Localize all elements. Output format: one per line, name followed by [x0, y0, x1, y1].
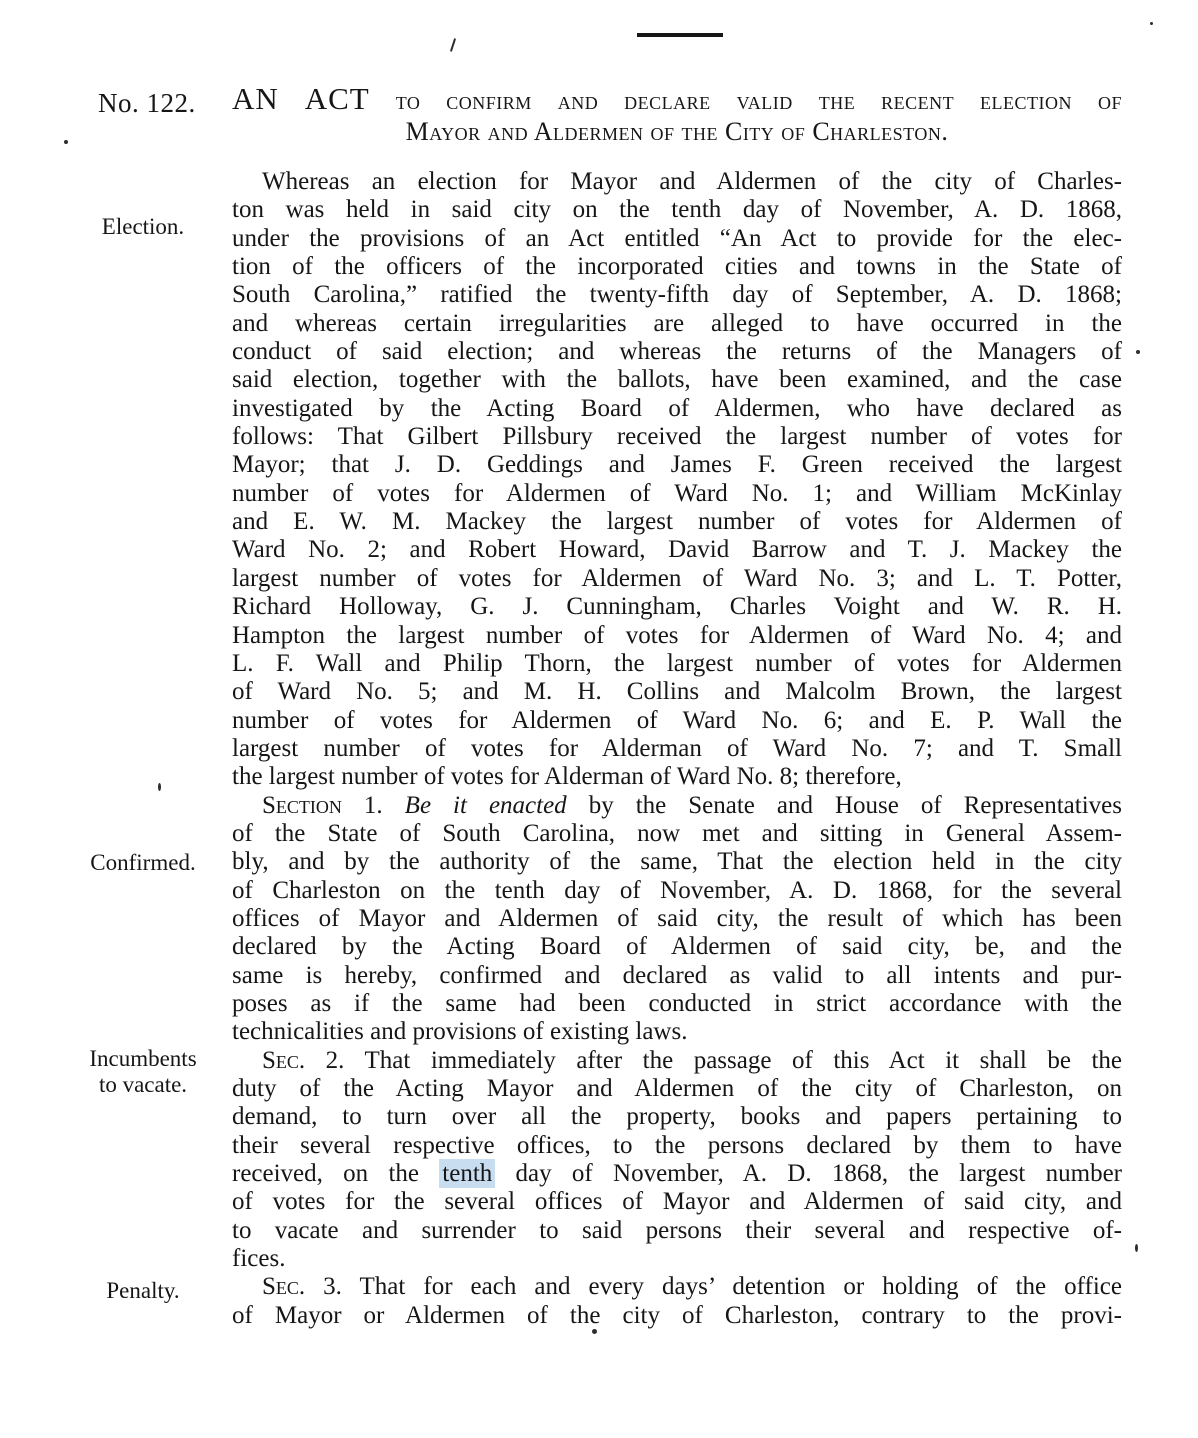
margin-note-penalty: Penalty. — [106, 1278, 180, 1303]
highlight-line-before: received, on the — [232, 1160, 440, 1188]
margin-note-confirmed: Confirmed. — [90, 850, 196, 875]
text-line: of Charleston on the tenth day of November, A. D. 1868, for the several — [232, 876, 1122, 904]
text-line: the largest number of votes for Alderman of Ward No. 8; therefore, — [232, 763, 902, 791]
section-2-heading: Sec. 2. — [262, 1046, 345, 1074]
text-line: tion of the officers of the incorporated cities and towns in the State of — [232, 253, 1122, 281]
text-line: Ward No. 2; and Robert Howard, David Barrow and T. J. Mackey the — [232, 536, 1122, 564]
scan-artifact — [592, 1329, 597, 1334]
enacting-clause: Be it enacted — [404, 791, 567, 819]
text-line: Mayor; that J. D. Geddings and James F. Green received the largest — [232, 451, 1122, 479]
text-line: said election, together with the ballots, have been examined, and the case — [232, 366, 1122, 394]
text-line: Whereas an election for Mayor and Aldermen of the city of Charles- — [262, 168, 1122, 195]
text-line: and whereas certain irregularities are alleged to have occurred in the — [232, 309, 1122, 337]
text-line: technicalities and provisions of existing laws. — [232, 1018, 688, 1046]
act-title-line2: Mayor and Aldermen of the City of Charleston. — [405, 117, 949, 146]
text-line: number of votes for Aldermen of Ward No. 1; and William McKinlay — [232, 479, 1122, 507]
text-line: of votes for the several offices of Mayor and Aldermen of said city, and — [232, 1188, 1122, 1216]
scan-artifact — [1135, 1244, 1138, 1252]
text-line: bly, and by the authority of the same, That the election held in the city — [232, 848, 1122, 876]
margin-note-incumbents-line1: Incumbents — [89, 1046, 197, 1071]
text-line: same is hereby, confirmed and declared as valid to all intents and pur- — [232, 961, 1122, 989]
section-3-opening-line — [232, 1273, 1122, 1301]
section-1-opening-line — [232, 792, 1122, 820]
text-line: conduct of said election; and whereas the returns of the Managers of — [232, 338, 1122, 366]
scan-artifact — [158, 783, 161, 791]
text-line: number of votes for Aldermen of Ward No. 6; and E. P. Wall the — [232, 706, 1122, 734]
act-title — [232, 82, 1122, 147]
text-line: offices of Mayor and Aldermen of said city, the result of which has been — [232, 904, 1122, 932]
text-line: under the provisions of an Act entitled “An Act to provide for the elec- — [232, 224, 1122, 252]
section-2-opening-rest: That immediately after the passage of this Act it shall be the — [344, 1046, 1123, 1074]
act-title-line1 — [232, 82, 1122, 115]
text-line: largest number of votes for Aldermen of Ward No. 3; and L. T. Potter, — [232, 564, 1122, 592]
act-number: No. 122. — [98, 88, 196, 118]
text-line: demand, to turn over all the property, books and papers pertaining to — [232, 1103, 1122, 1131]
text-line: poses as if the same had been conducted in strict accordance with the — [232, 989, 1122, 1017]
text-line: Hampton the largest number of votes for Aldermen of Ward No. 4; and — [232, 621, 1122, 649]
section-3-heading: Sec. 3. — [262, 1273, 342, 1301]
scan-artifact — [450, 38, 456, 52]
act-body-text — [232, 168, 1122, 1330]
scan-artifact — [64, 140, 68, 144]
text-line: their several respective offices, to the persons declared by them to have — [232, 1131, 1122, 1159]
text-line: L. F. Wall and Philip Thorn, the largest number of votes for Aldermen — [232, 649, 1122, 677]
top-rule — [637, 33, 723, 37]
text-line: of Mayor or Aldermen of the city of Charleston, contrary to the provi- — [232, 1301, 1122, 1329]
text-line: and E. W. M. Mackey the largest number of votes for Aldermen of — [232, 508, 1122, 536]
section-3-opening-rest: That for each and every days’ detention or holding of the office — [341, 1273, 1122, 1301]
text-line: declared by the Acting Board of Aldermen of said city, be, and the — [232, 933, 1122, 961]
text-line: fices. — [232, 1245, 286, 1273]
text-line: of the State of South Carolina, now met and sitting in General Assem- — [232, 819, 1122, 847]
act-title-subject: to confirm and declare valid the recent election of — [395, 86, 1122, 115]
margin-note-incumbents — [60, 1046, 226, 1098]
highlighted-text-line — [232, 1160, 1122, 1188]
section-1-opening-rest: by the Senate and House of Representatives — [566, 791, 1122, 819]
text-line: investigated by the Acting Board of Aldermen, who have declared as — [232, 394, 1122, 422]
text-line: largest number of votes for Alderman of Ward No. 7; and T. Small — [232, 734, 1122, 762]
text-line: ton was held in said city on the tenth day of November, A. D. 1868, — [232, 196, 1122, 224]
section-1-heading: Section 1. — [262, 791, 405, 819]
text-line: to vacate and surrender to said persons their several and respective of- — [232, 1216, 1122, 1244]
text-line: Richard Holloway, G. J. Cunningham, Charles Voight and W. R. H. — [232, 593, 1122, 621]
section-2-opening-line — [232, 1047, 1122, 1075]
highlight-line-after: day of November, A. D. 1868, the largest number — [495, 1160, 1123, 1188]
act-title-intro: AN ACT — [232, 81, 370, 116]
margin-note-election: Election. — [101, 214, 185, 239]
margin-note-incumbents-line2: to vacate. — [98, 1072, 188, 1097]
highlighted-word: tenth — [439, 1159, 495, 1188]
text-line: duty of the Acting Mayor and Aldermen of the city of Charleston, on — [232, 1075, 1122, 1102]
scan-artifact — [1150, 22, 1153, 25]
text-line: follows: That Gilbert Pillsbury received the largest number of votes for — [232, 423, 1122, 451]
scan-artifact — [1136, 350, 1140, 354]
text-line: South Carolina,” ratified the twenty-fifth day of September, A. D. 1868; — [232, 281, 1122, 309]
text-line: of Ward No. 5; and M. H. Collins and Malcolm Brown, the largest — [232, 678, 1122, 706]
